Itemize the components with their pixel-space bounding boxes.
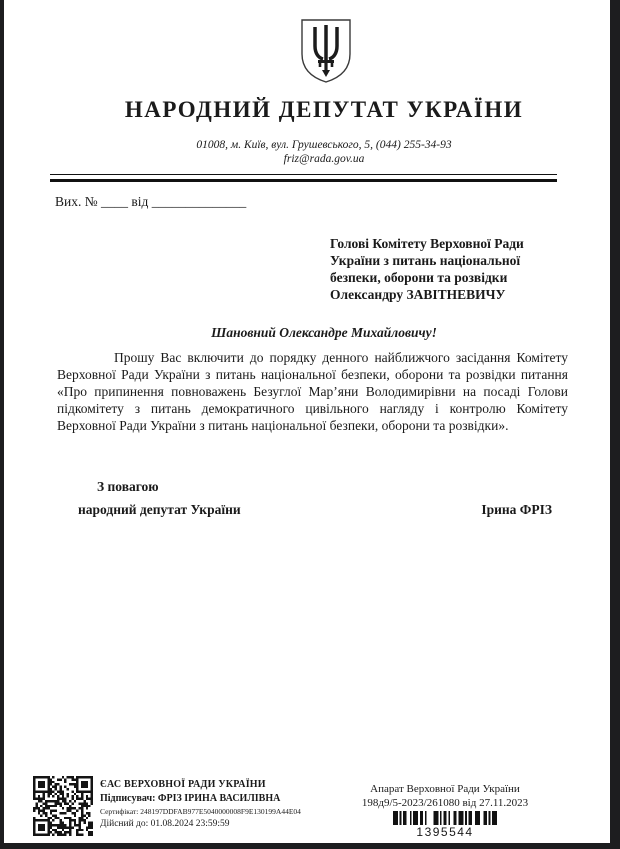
- ukraine-trident-emblem: [298, 18, 354, 84]
- letter-page: [4, 0, 610, 843]
- registration-office: Апарат Верховної Ради України: [370, 783, 520, 795]
- addressee-line-4: Олександру ЗАВІТНЕВИЧУ: [330, 287, 506, 302]
- letterhead-divider: [50, 174, 557, 182]
- closing-respect: З повагою: [97, 479, 159, 494]
- addressee-line-3: безпеки, оборони та розвідки: [330, 270, 508, 285]
- barcode-number: 1395544: [416, 825, 474, 839]
- addressee-block: [330, 235, 524, 303]
- body-paragraph: Прошу Вас включити до порядку денного найближчого засідання Комітету Верховної Ради України з питань національної безпеки, оборони та розвідки питання «Про припинення повноважень Безуглої Мар’яни Володимирівни на посаді Голови підкомітету з питань демократичного цивільного нагляду і контролю Комітету Верховної Ради України з питань національної безпеки, оборони та розвідки».: [57, 350, 568, 433]
- barcode: [393, 811, 497, 825]
- letterhead-title: НАРОДНИЙ ДЕПУТАТ УКРАЇНИ: [124, 97, 524, 122]
- eas-system-title: ЄАС ВЕРХОВНОЇ РАДИ УКРАЇНИ: [100, 779, 266, 790]
- signer-line: Підписувач: ФРІЗ ІРИНА ВАСИЛІВНА: [100, 793, 281, 804]
- registration-block: [335, 783, 555, 839]
- addressee-line-2: України з питань національної: [330, 253, 521, 268]
- validity-line: Дійсний до: 01.08.2024 23:59:59: [100, 818, 230, 829]
- digital-signature-stamp: [100, 780, 301, 829]
- registration-number: 198д9/5-2023/261080 від 27.11.2023: [361, 797, 529, 809]
- letterhead-email: friz@rada.gov.ua: [283, 153, 365, 165]
- signer-position: народний депутат України: [78, 502, 241, 517]
- addressee-line-1: Голові Комітету Верховної Ради: [330, 236, 524, 251]
- certificate-line: Сертифікат: 248197DDFAB977E5040000008F9E130199A44E04: [100, 807, 301, 816]
- qr-code: [33, 776, 93, 836]
- signer-name: Ірина ФРІЗ: [481, 502, 552, 517]
- salutation: Шановний Олександре Михайловичу!: [211, 325, 437, 340]
- letterhead-address: 01008, м. Київ, вул. Грушевського, 5, (044) 255-34-93: [196, 139, 452, 151]
- outgoing-reference-line: Вих. № ____ від ______________: [55, 194, 247, 209]
